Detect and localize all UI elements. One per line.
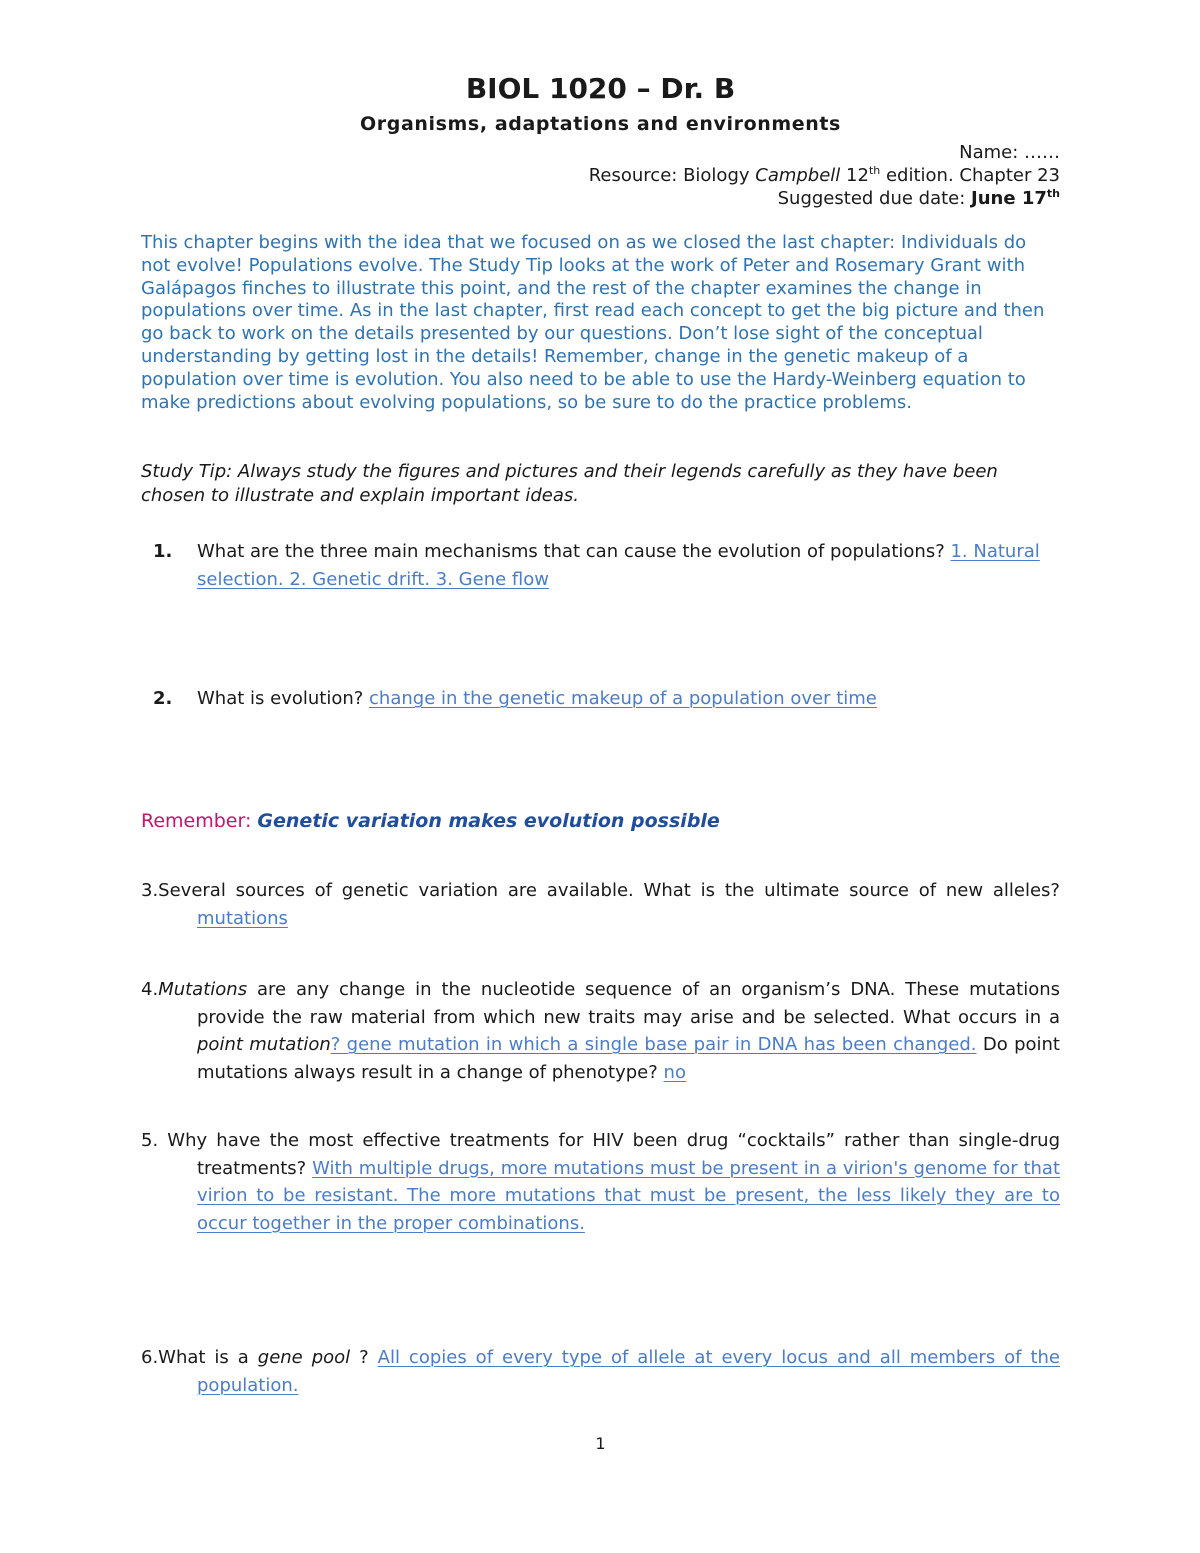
question-4-prefix: 4. xyxy=(141,979,159,1000)
question-6-prefix: 6.What is a xyxy=(141,1347,258,1368)
question-5-text: 5. Why have the most effective treatments for HIV been drug “cocktails” rather than single-drug treatments? xyxy=(141,1130,1060,1179)
question-3 xyxy=(141,877,1060,932)
resource-edition: 12 xyxy=(840,165,869,186)
question-4-answer-1[interactable]: ? gene mutation in which a single base pair in DNA has been changed. xyxy=(330,1034,977,1055)
resource-book: Campbell xyxy=(755,165,841,186)
due-label: Suggested due date: xyxy=(777,188,972,209)
question-1-number: 1. xyxy=(153,541,173,562)
question-4-text: are any change in the nucleotide sequence of an organism’s DNA. These mutations provide the raw material from which new traits may arise and be selected. What occurs in a xyxy=(197,979,1060,1028)
question-2-number: 2. xyxy=(153,688,173,709)
question-1-answer[interactable]: 1. Natural selection. 2. Genetic drift. 3. Gene flow xyxy=(197,541,1040,590)
resource-line xyxy=(589,164,1060,187)
page-number: 1 xyxy=(595,1434,606,1453)
due-value: June 17 xyxy=(971,188,1047,209)
intro-paragraph: This chapter begins with the idea that we focused on as we closed the last chapter: Individuals do not evolve! Populations evolve. The Study Tip looks at the work of Peter and Rosemary Grant with Galápagos finches to illustrate this point, and the rest of the chapter examines the change in populations over time. As in the last chapter, first read each concept to get the big picture and then go back to work on the details presented by our questions. Don’t lose sight of the conceptual understanding by getting lost in the details! Remember, change in the genetic makeup of a population over time is evolution. You also need to be able to use the Hardy-Weinberg equation to make predictions about evolving populations, so be sure to do the practice problems. xyxy=(141,232,1045,413)
question-5 xyxy=(141,1127,1060,1237)
question-2-text: What is evolution? xyxy=(197,688,370,709)
remember-note xyxy=(141,808,720,834)
question-2 xyxy=(141,685,1060,713)
name-field: Name: …… xyxy=(959,142,1060,163)
question-5-answer[interactable]: With multiple drugs, more mutations must be present in a virion's genome for that virion to be resistant. The more mutations that must be present, the less likely they are to occur together in the proper combinations. xyxy=(197,1157,1061,1234)
resource-sup: th xyxy=(868,164,881,177)
remember-text: Genetic variation makes evolution possible xyxy=(257,810,720,832)
document-title: BIOL 1020 – Dr. B xyxy=(465,72,736,105)
question-4-term2: point mutation xyxy=(197,1034,331,1055)
question-4-text-2: Do point mutations always result in a change of phenotype? xyxy=(197,1034,1060,1083)
question-4-answer-2[interactable]: no xyxy=(663,1061,686,1083)
document-subtitle: Organisms, adaptations and environments xyxy=(360,113,841,135)
question-2-answer[interactable]: change in the genetic makeup of a population over time xyxy=(369,688,877,709)
due-sup: th xyxy=(1046,187,1060,200)
document-page xyxy=(141,0,1060,1553)
due-date-line xyxy=(589,187,1060,210)
header-meta xyxy=(589,141,1060,210)
question-3-text: 3.Several sources of genetic variation are available. What is the ultimate source of new alleles? xyxy=(141,880,1060,901)
resource-suffix: edition. Chapter 23 xyxy=(880,165,1060,186)
question-4 xyxy=(141,976,1060,1086)
question-6-answer[interactable]: All copies of every type of allele at every locus and all members of the population. xyxy=(197,1347,1061,1396)
question-3-answer[interactable]: mutations xyxy=(197,907,288,929)
question-6-text: ? xyxy=(350,1347,378,1368)
question-6-term: gene pool xyxy=(257,1347,351,1368)
resource-prefix: Resource: Biology xyxy=(588,165,756,186)
question-1-text: What are the three main mechanisms that can cause the evolution of populations? xyxy=(197,541,951,562)
remember-label: Remember: xyxy=(141,810,258,832)
study-tip: Study Tip: Always study the figures and pictures and their legends carefully as they have been chosen to illustrate and explain important ideas. xyxy=(141,461,998,506)
question-1 xyxy=(141,538,1060,593)
question-6 xyxy=(141,1344,1060,1399)
question-4-term: Mutations xyxy=(158,979,248,1000)
